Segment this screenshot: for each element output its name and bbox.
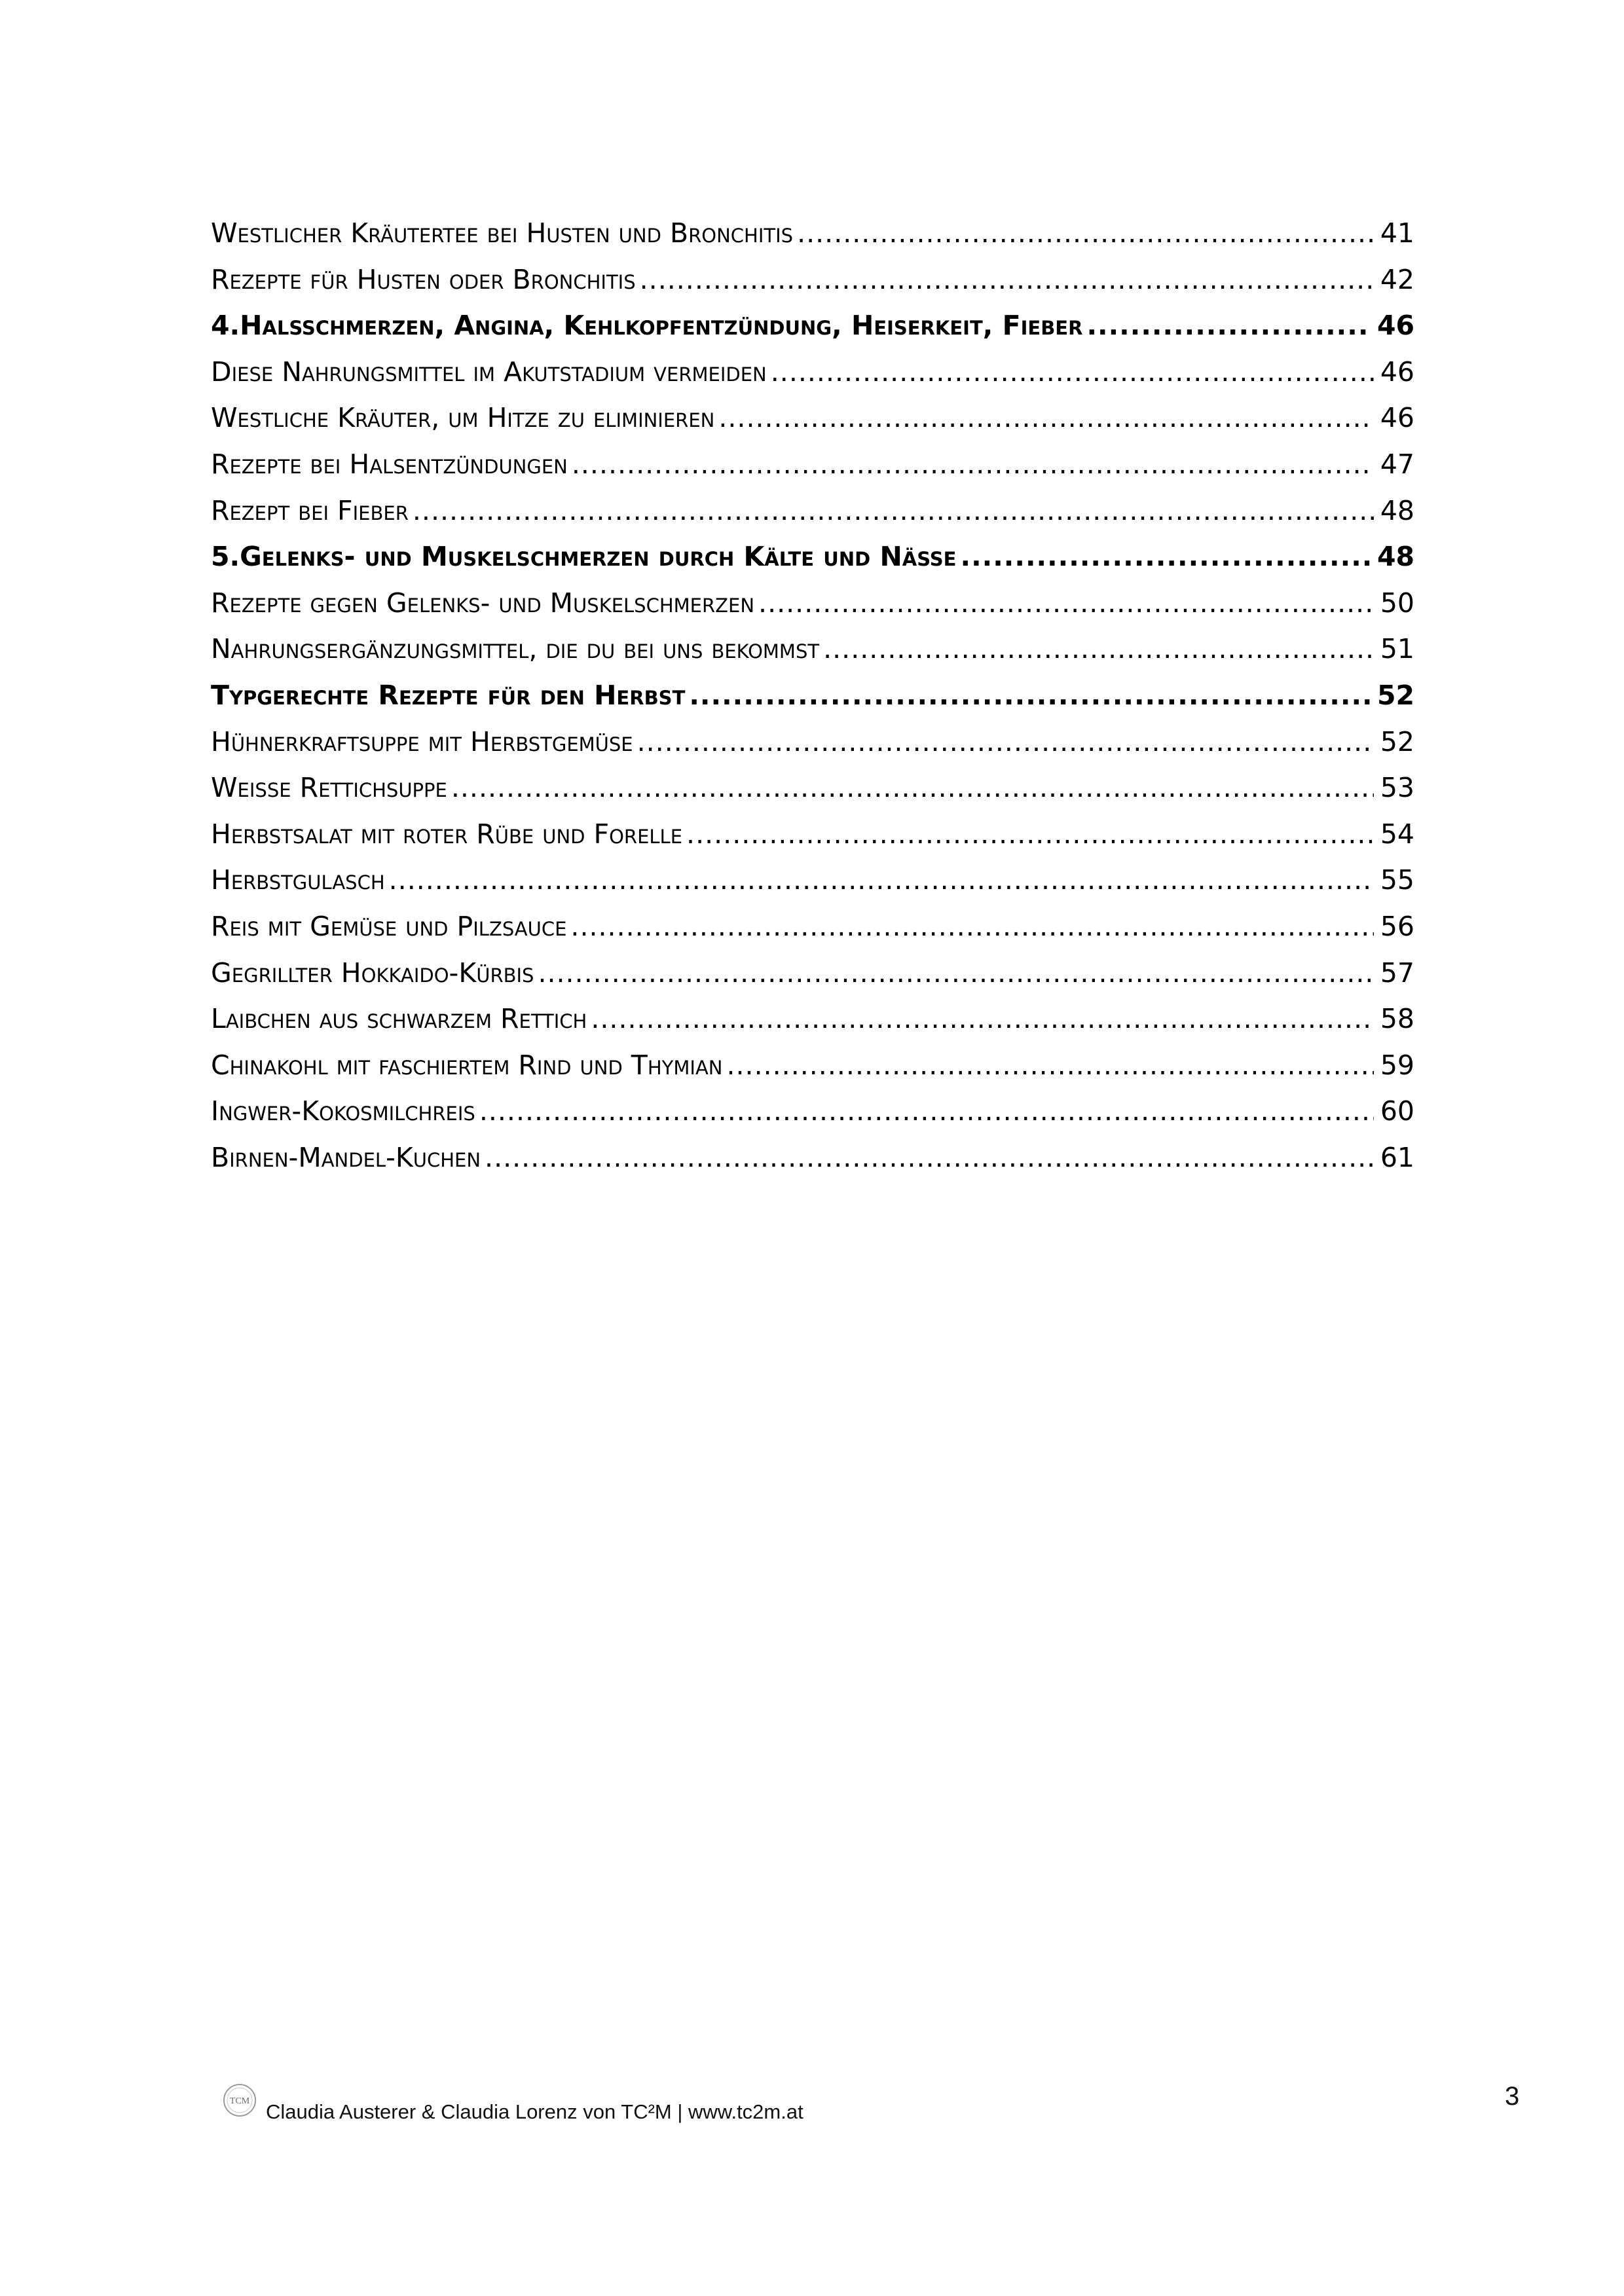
toc-dot-leader <box>640 264 1374 295</box>
toc-entry-page: 46 <box>1376 310 1414 342</box>
toc-entry-page: 52 <box>1376 679 1414 711</box>
toc-entry[interactable] <box>211 356 1414 403</box>
toc-dot-leader <box>797 217 1374 249</box>
toc-entry[interactable] <box>211 495 1414 541</box>
toc-entry-page: 50 <box>1380 587 1414 619</box>
toc-entry-title: Gegrillter Hokkaido-Kürbis <box>211 957 534 989</box>
toc-entry-page: 52 <box>1380 725 1414 757</box>
toc-entry[interactable] <box>211 1049 1414 1096</box>
toc-dot-leader <box>758 587 1374 619</box>
toc-entry[interactable] <box>211 864 1414 911</box>
toc-dot-leader <box>771 356 1374 388</box>
toc-entry-title: Hühnerkraftsuppe mit Herbstgemüse <box>211 725 633 757</box>
toc-dot-leader <box>451 772 1374 803</box>
toc-dot-leader <box>823 633 1374 665</box>
toc-dot-leader <box>726 1049 1373 1081</box>
toc-entry-page: 61 <box>1380 1141 1414 1173</box>
toc-dot-leader <box>570 911 1373 942</box>
toc-entry-title: Weiße Rettichsuppe <box>211 772 447 804</box>
toc-entry-title: Herbstsalat mit roter Rübe und Forelle <box>211 818 683 850</box>
toc-entry-page: 56 <box>1380 910 1414 942</box>
toc-entry-title: Laibchen aus schwarzem Rettich <box>211 1003 587 1035</box>
toc-dot-leader <box>591 1003 1373 1034</box>
toc-section-heading[interactable] <box>211 680 1414 726</box>
toc-entry-page: 48 <box>1376 541 1414 573</box>
toc-entry-title: Typgerechte Rezepte für den Herbst <box>211 679 686 711</box>
toc-dot-leader <box>479 1095 1374 1127</box>
toc-dot-leader <box>689 680 1371 711</box>
tcm-logo-icon <box>221 2082 258 2119</box>
toc-dot-leader <box>389 864 1374 896</box>
toc-entry-page: 59 <box>1380 1049 1414 1081</box>
toc-entry[interactable] <box>211 587 1414 634</box>
toc-entry-title: Rezepte bei Halsentzündungen <box>211 448 568 480</box>
toc-dot-leader <box>413 495 1374 526</box>
toc-entry[interactable] <box>211 726 1414 773</box>
toc-entry-title: Reis mit Gemüse und Pilzsauce <box>211 910 567 942</box>
toc-entry-title: Rezepte gegen Gelenks- und Muskelschmerzen <box>211 587 755 619</box>
page-number: 3 <box>1505 2082 1520 2111</box>
toc-dot-leader <box>718 402 1373 433</box>
toc-entry-title: Diese Nahrungsmittel im Akutstadium vermeiden <box>211 355 767 388</box>
page-footer <box>221 2087 803 2124</box>
toc-entry-page: 46 <box>1380 355 1414 388</box>
toc-entry-title: Ingwer-Kokosmilchreis <box>211 1095 475 1127</box>
toc-entry-page: 54 <box>1380 818 1414 850</box>
toc-entry[interactable] <box>211 1142 1414 1188</box>
toc-dot-leader <box>1086 310 1370 341</box>
toc-entry[interactable] <box>211 818 1414 865</box>
toc-dot-leader <box>637 726 1374 757</box>
toc-entry-title: Rezept bei Fieber <box>211 494 409 526</box>
toc-entry-title: Chinakohl mit faschiertem Rind und Thymian <box>211 1049 723 1081</box>
toc-entry-title: Westliche Kräuter, um Hitze zu eliminieren <box>211 402 715 434</box>
toc-entry-title: Rezepte für Husten oder Bronchitis <box>211 263 636 295</box>
toc-entry-page: 53 <box>1380 772 1414 804</box>
toc-section-heading[interactable] <box>211 541 1414 587</box>
toc-entry-title: Birnen-Mandel-Kuchen <box>211 1141 481 1173</box>
toc-entry-page: 42 <box>1380 263 1414 295</box>
toc-entry-page: 46 <box>1380 402 1414 434</box>
toc-entry-page: 55 <box>1380 864 1414 896</box>
toc-entry[interactable] <box>211 957 1414 1004</box>
table-of-contents <box>211 217 1414 1188</box>
svg-text:TCM: TCM <box>229 2096 250 2106</box>
toc-entry-page: 58 <box>1380 1003 1414 1035</box>
toc-entry-page: 57 <box>1380 957 1414 989</box>
toc-entry[interactable] <box>211 402 1414 448</box>
toc-entry-page: 48 <box>1380 494 1414 526</box>
toc-dot-leader <box>686 818 1374 850</box>
toc-entry[interactable] <box>211 217 1414 264</box>
toc-entry[interactable] <box>211 1095 1414 1142</box>
toc-entry-title: 4.Halsschmerzen, Angina, Kehlkopfentzündung, Heiserkeit, Fieber <box>211 310 1083 342</box>
toc-entry[interactable] <box>211 772 1414 818</box>
toc-entry-title: Nahrungsergänzungsmittel, die du bei uns bekommst <box>211 633 820 665</box>
footer-credit: Claudia Austerer & Claudia Lorenz von TC²M | www.tc2m.at <box>266 2100 803 2123</box>
toc-dot-leader <box>538 957 1373 989</box>
toc-entry-page: 60 <box>1380 1095 1414 1127</box>
toc-entry-page: 51 <box>1380 633 1414 665</box>
toc-entry-title: Westlicher Kräutertee bei Husten und Bronchitis <box>211 217 794 249</box>
toc-entry[interactable] <box>211 448 1414 495</box>
toc-dot-leader <box>572 448 1374 480</box>
toc-entry[interactable] <box>211 633 1414 680</box>
toc-entry[interactable] <box>211 1003 1414 1049</box>
toc-dot-leader <box>485 1142 1374 1173</box>
toc-entry[interactable] <box>211 911 1414 957</box>
toc-dot-leader <box>961 541 1371 572</box>
toc-entry-title: Herbstgulasch <box>211 864 385 896</box>
toc-entry-title: 5.Gelenks- und Muskelschmerzen durch Kälte und Nässe <box>211 541 957 573</box>
toc-section-heading[interactable] <box>211 310 1414 356</box>
toc-entry-page: 41 <box>1380 217 1414 249</box>
toc-entry-page: 47 <box>1380 448 1414 480</box>
toc-entry[interactable] <box>211 264 1414 310</box>
